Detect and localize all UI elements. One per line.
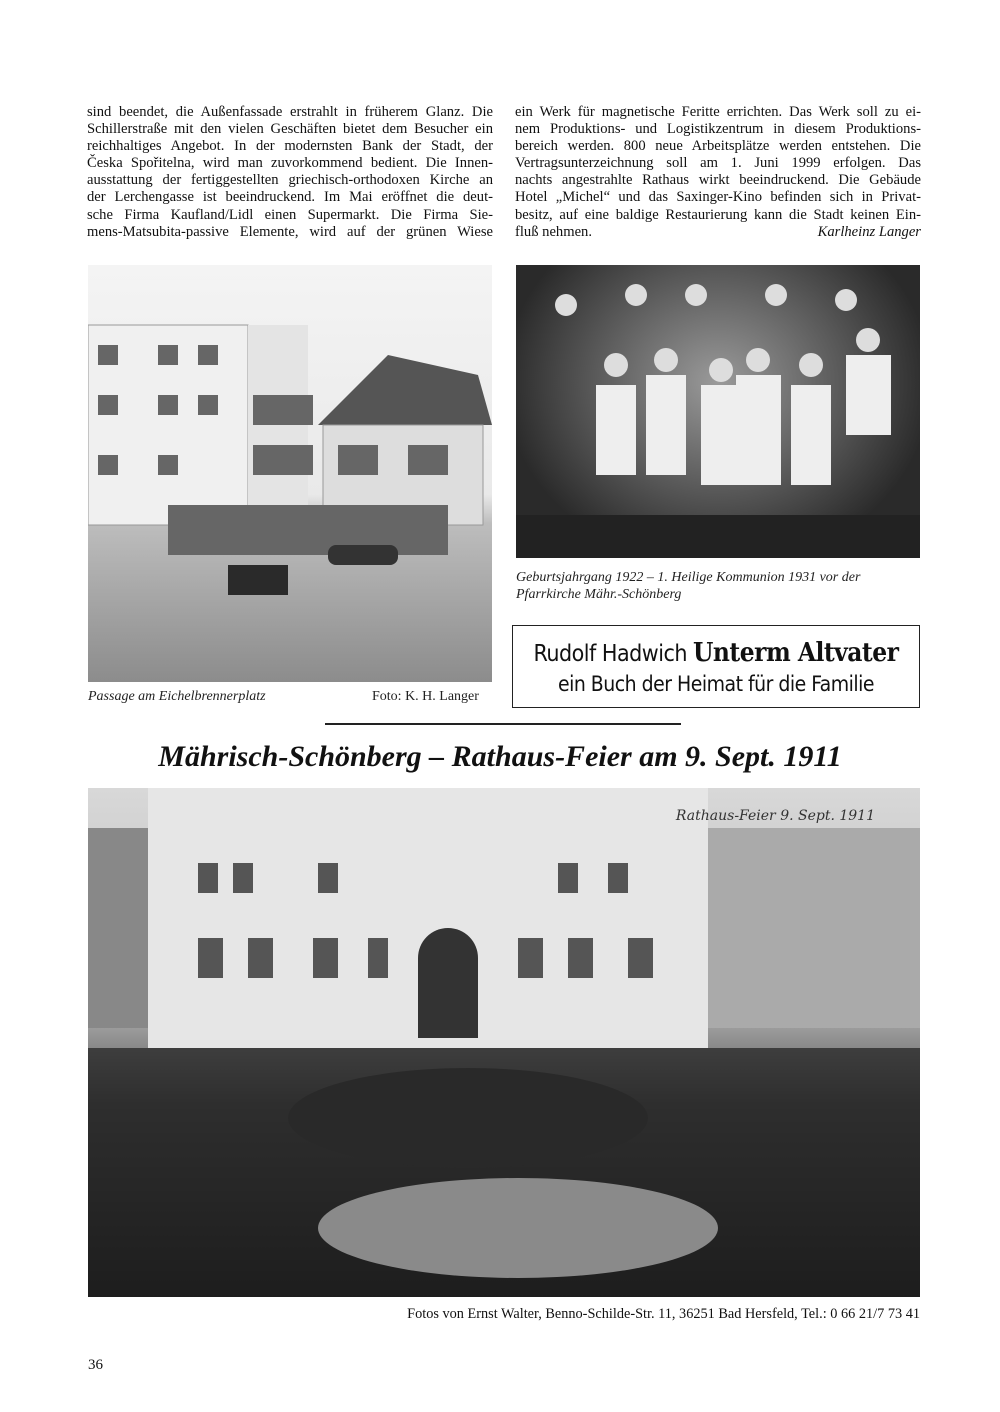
text-line: nachts angestrahlte Rathaus wirkt beeindruckend. Die Gebäude	[515, 172, 921, 189]
page-number: 36	[88, 1357, 103, 1373]
text-line: der Lerchengasse ist beeindruckend. Im Mai eröffnet die deut-	[87, 189, 493, 206]
text-line: Česka Spořitelna, wird man zuvorkommend bedient. Die Innen-	[87, 155, 493, 172]
text-line: ein Werk für magnetische Feritte errichten. Das Werk soll zu ei-	[515, 104, 921, 120]
book-subtitle: ein Buch der Heimat für die Familie	[557, 672, 875, 696]
photo2-caption-line2: Pfarrkirche Mähr.-Schönberg	[516, 587, 682, 602]
text-line: besitz, auf eine baldige Restaurierung kann die Stadt keinen Ein-	[515, 206, 921, 223]
photo-passage-eichelbrennerplatz	[88, 265, 492, 682]
text-line: Hotel „Michel“ und das Saxinger-Kino befinden sich in Privat-	[515, 189, 921, 206]
photo2-caption-line1: Geburtsjahrgang 1922 – 1. Heilige Kommunion 1931 vor der	[516, 570, 861, 585]
text-line: bereich werden. 800 neue Arbeitsplätze werden entstehen. Die	[515, 138, 921, 155]
text-line: mens-Matsubita-passive Elemente, wird auf der grünen Wiese	[87, 223, 493, 240]
article-column-left	[87, 104, 493, 241]
book-advertisement	[512, 625, 920, 708]
text-line: fluß nehmen.	[515, 223, 593, 240]
rathaus-illustration	[88, 788, 920, 1297]
text-line: reichhaltiges Angebot. In der modernsten Bank der Stadt, der	[87, 138, 493, 155]
text-line: Vertragsunterzeichnung soll am 1. Juni 1999 erfolgen. Das	[515, 155, 921, 172]
photo1-caption: Passage am Eichelbrennerplatz	[88, 689, 266, 704]
building-illustration	[88, 265, 492, 682]
photo-inscription: Rathaus-Feier 9. Sept. 1911	[675, 808, 875, 824]
divider	[325, 723, 681, 725]
text-line: sind beendet, die Außenfassade erstrahlt in früherem Glanz. Die	[87, 104, 493, 120]
text-line: ausstattung der fertiggestellten griechisch-orthodoxen Kirche an	[87, 172, 493, 189]
text-line: Schillerstraße mit den vielen Geschäften bietet dem Besucher ein	[87, 121, 493, 138]
author-signature: Karlheinz Langer	[817, 223, 921, 240]
book-title: Unterm Altvater	[693, 638, 899, 668]
section-title: Mährisch-Schönberg – Rathaus-Feier am 9. Sept. 1911	[158, 740, 842, 773]
photo-credits: Fotos von Ernst Walter, Benno-Schilde-Str. 11, 36251 Bad Hersfeld, Tel.: 0 66 21/7 73 41	[407, 1306, 920, 1322]
photo-communion-1931	[516, 265, 920, 558]
article-column-right	[515, 104, 921, 241]
text-line: nem Produktions- und Logistikzentrum in diesem Produktions-	[515, 121, 921, 138]
group-illustration	[516, 265, 920, 558]
photo1-credit: Foto: K. H. Langer	[372, 689, 479, 704]
text-line: sche Firma Kaufland/Lidl einen Supermarkt. Die Firma Sie-	[87, 206, 493, 223]
photo-rathaus-feier-1911	[88, 788, 920, 1297]
book-author: Rudolf Hadwich	[533, 641, 687, 667]
